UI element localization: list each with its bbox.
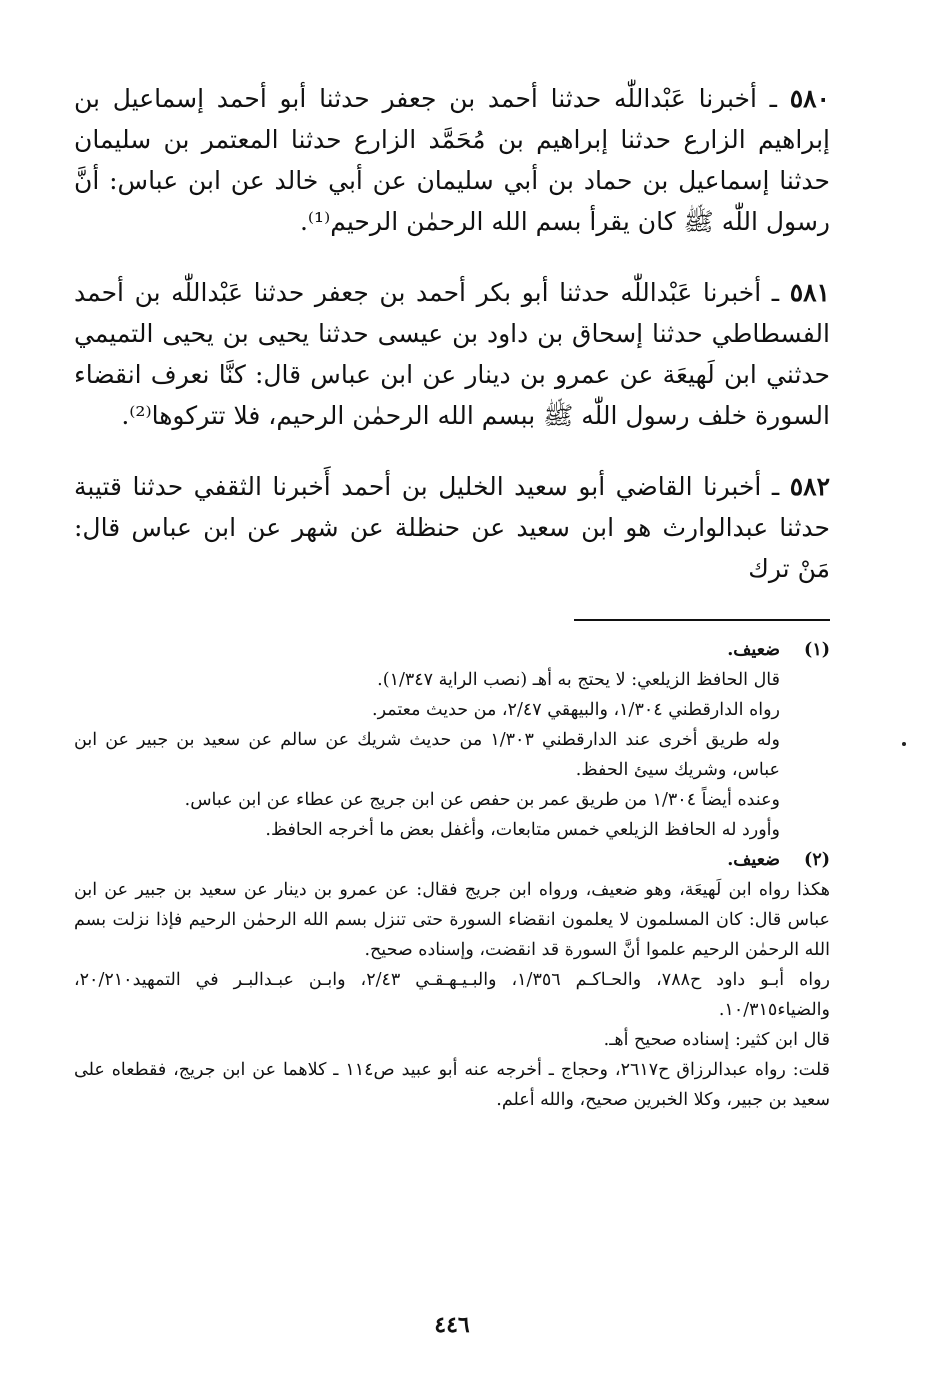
hadith-582 (74, 466, 830, 589)
hadith-text: ـ أخبرنا عَبْداللّٰه حدثنا أبو بكر أحمد بن جعفر حدثنا عَبْداللّٰه بن أحمد الفسطاطي حدثنا إسحاق بن داود بن عيسى حدثنا يحيى بن يحيى التميمي حدثني ابن لَهيعَة عن عمرو بن دينار عن ابن عباس قال: كنَّا نعرف انقضاء السورة خلف رسول اللّٰه ﷺ ببسم الله الرحمٰن الرحيم، فلا تتركوها⁽²⁾. (74, 278, 830, 430)
hadith-581 (74, 272, 830, 436)
hadith-number: ٥٨٠ (789, 84, 830, 113)
footnote-2 (74, 845, 830, 1115)
footnote-line: قال الحافظ الزيلعي: لا يحتج به أهـ (نصب الراية ١/٣٤٧). (377, 670, 780, 690)
book-page (74, 78, 830, 1338)
footnote-line: قلت: رواه عبدالرزاق ح٢٦١٧، وحجاج ـ أخرجه عنه أبو عبيد ص١١٤ ـ كلاهما عن ابن جريج، فقطعاه على سعيد بن جبير، وكلا الخبرين صحيح، والله أعلم. (74, 1060, 830, 1110)
footnote-line: قال ابن كثير: إسناده صحيح أهـ. (603, 1030, 830, 1050)
footnote-grade: ضعيف. (727, 850, 780, 870)
footnote-line: هكذا رواه ابن لَهيعَة، وهو ضعيف، ورواه ابن جريج فقال: عن عمرو بن دينار عن سعيد بن جبير عن ابن عباس قال: كان المسلمون لا يعلمون انقضاء السورة حتى تنزل بسم الله الرحمٰن الرحيم فإذا نزلت بسم الله الرحمٰن الرحيم علموا أنَّ السورة قد انقضت، وإسناده صحيح. (74, 880, 830, 960)
footnote-line: رواه الدارقطني ١/٣٠٤، والبيهقي ٢/٤٧، من حديث معتمر. (372, 700, 780, 720)
hadith-text: ـ أخبرنا عَبْداللّٰه حدثنا أحمد بن جعفر حدثنا أبو أحمد إسماعيل بن إبراهيم الزارع حدثنا إبراهيم بن مُحَمَّد الزارع حدثنا المعتمر بن سليمان حدثنا إسماعيل بن حماد بن أبي سليمان عن أبي خالد عن ابن عباس: أنَّ رسول اللّٰه ﷺ كان يقرأ بسم الله الرحمٰن الرحيم⁽¹⁾. (74, 84, 830, 236)
footnote-line: وعنده أيضاً ١/٣٠٤ من طريق عمر بن حفص عن ابن جريج عن عطاء عن ابن عباس. (184, 790, 780, 810)
footnote-marker: (١) (804, 640, 830, 660)
footnote-1 (74, 635, 830, 845)
footnote-marker: (٢) (804, 850, 830, 870)
footnote-line: رواه أبـو داود ح٧٨٨، والحـاكـم ١/٣٥٦، والبـيـهـقـي ٢/٤٣، وابـن عبـدالبـر في التمهيد٢٠/٢١٠، والضياء١٠/٣١٥. (74, 970, 831, 1020)
page-number: ٤٤٦ (434, 1312, 470, 1338)
footnote-line: وأورد له الحافظ الزيلعي خمس متابعات، وأغفل بعض ما أخرجه الحافظ. (265, 820, 780, 840)
footnote-line: وله طريق أخرى عند الدارقطني ١/٣٠٣ من حديث شريك عن سالم عن سعيد بن جبير عن ابن عباس، وشريك سيئ الحفظ. (74, 730, 780, 780)
scan-speck (902, 742, 906, 746)
hadith-number: ٥٨١ (789, 278, 830, 307)
footnote-grade: ضعيف. (727, 640, 780, 660)
footnote-divider (574, 619, 830, 621)
footnote-header (74, 635, 830, 665)
hadith-text: ـ أخبرنا القاضي أبو سعيد الخليل بن أحمد أَخبرنا الثقفي حدثنا قتيبة حدثنا عبدالوارث هو ابن سعيد عن حنظلة عن شهر عن ابن عباس قال: مَنْ ترك (74, 472, 830, 583)
footnote-header (74, 845, 830, 875)
hadith-number: ٥٨٢ (789, 472, 831, 501)
hadith-580 (74, 78, 830, 242)
